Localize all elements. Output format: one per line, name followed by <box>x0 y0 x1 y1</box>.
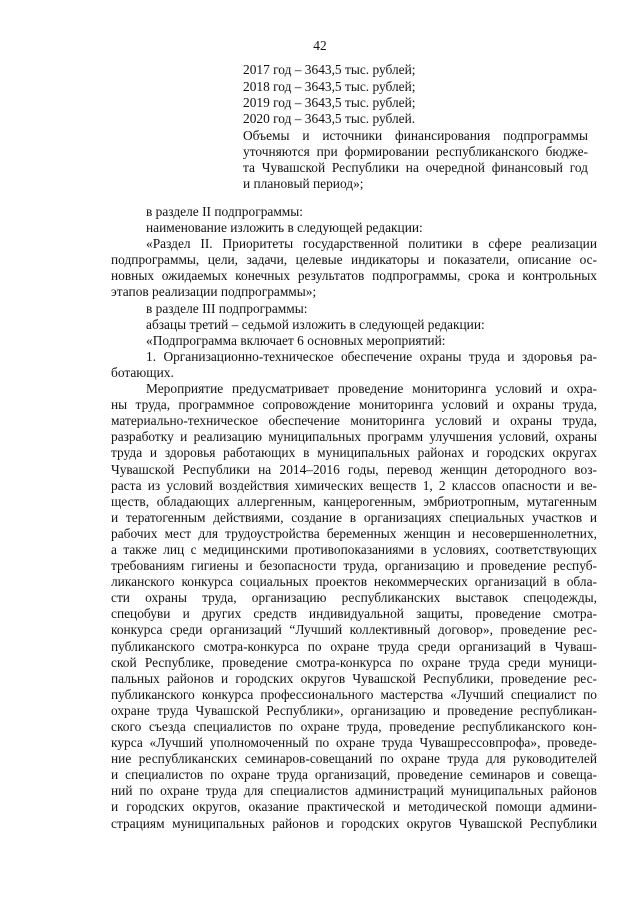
body-line: спецобуви и других средств индивидуальной защиты, проведение смотра- <box>111 606 597 622</box>
funding-year-2017: 2017 год – 3643,5 тыс. рублей; <box>243 62 416 77</box>
body-line: подпрограммы, цели, задачи, целевые индикаторы и показатели, описание ос- <box>111 252 597 268</box>
body-line: сти охраны труда, организацию республиканских выставок спецодежды, <box>111 590 597 606</box>
funding-year-2019: 2019 год – 3643,5 тыс. рублей; <box>243 95 416 110</box>
funding-year-2020: 2020 год – 3643,5 тыс. рублей. <box>243 111 416 126</box>
body-line: 1. Организационно-техническое обеспечение охраны труда и здоровья ра- <box>146 348 597 364</box>
body-line: в разделе II подпрограммы: <box>146 204 303 219</box>
body-line: в разделе III подпрограммы: <box>146 300 308 316</box>
body-line: материально-техническое обеспечение мониторинга условий и охраны труда, <box>111 413 597 429</box>
body-line: и городских округов, оказание практической и методической помощи админи- <box>111 799 597 815</box>
body-line: труда и здоровья работающих в муниципальных районах и городских округах <box>111 445 597 461</box>
funding-year-2018: 2018 год – 3643,5 тыс. рублей; <box>243 79 416 94</box>
body-line: охране труда Чувашской Республики», организацию и проведение республикан- <box>111 702 597 718</box>
body-line: «Раздел II. Приоритеты государственной политики в сфере реализации <box>146 236 597 252</box>
body-line: ны труда, программное сопровождение мониторинга условий и охраны труда, <box>111 397 597 413</box>
funding-note-line: Объемы и источники финансирования подпрограммы <box>243 128 588 143</box>
body-line: курса «Лучший уполномоченный по охране труда Чувашрессовпрофа», проведе- <box>111 735 597 751</box>
body-line: ние республиканских семинаров-совещаний по охране труда для руководителей <box>111 751 597 767</box>
funding-note-line: та Чувашской Республики на очередной финансовый год <box>243 160 588 175</box>
body-line: ботающих. <box>111 364 174 380</box>
body-line: новных ожидаемых конечных результатов подпрограммы, срока и контрольных <box>111 268 597 284</box>
body-line: наименование изложить в следующей редакции: <box>146 220 423 236</box>
body-text <box>111 204 597 832</box>
body-line: публиканского смотра-конкурса по охране труда среди организаций в Чуваш- <box>111 638 597 654</box>
body-line: и тератогенным действиями, создание в организациях специальных участков и <box>111 509 597 525</box>
body-line: «Подпрограмма включает 6 основных мероприятий: <box>146 332 446 348</box>
body-line: ний по охране труда для специалистов администраций муниципальных районов <box>111 783 597 799</box>
funding-note-line: и плановый период»; <box>243 176 364 191</box>
body-line: Чувашской Республики на 2014–2016 годы, перевод женщин детородного воз- <box>111 461 597 477</box>
funding-note <box>243 128 588 192</box>
body-line: конкурса среди организаций “Лучший коллективный договор», проведение рес- <box>111 622 597 638</box>
body-line: ской Республике, проведение смотра-конкурса по охране труда среди муници- <box>111 654 597 670</box>
page-number: 42 <box>313 38 327 53</box>
body-line: публиканского конкурса профессионального мастерства «Лучший специалист по <box>111 686 597 702</box>
body-line: пальных районов и городских округов Чувашской Республики, проведение рес- <box>111 670 597 686</box>
body-line: рабочих мест для трудоустройства беременных женщин и несовершеннолетних, <box>111 525 597 541</box>
body-line: страциям муниципальных районов и городских округов Чувашской Республики <box>111 815 597 831</box>
body-line: раста из условий воздействия химических веществ 1, 2 классов опасности и ве- <box>111 477 597 493</box>
body-line: этапов реализации подпрограммы»; <box>111 284 317 300</box>
body-line: и специалистов по охране труда организаций, проведение семинаров и совеща- <box>111 767 597 783</box>
body-line: ществ, обладающих аллергенным, канцерогенным, эмбриотропным, мутагенным <box>111 493 597 509</box>
funding-note-line: уточняются при формировании республиканского бюдже- <box>243 144 588 159</box>
body-line: ликанского конкурса социальных проектов некоммерческих организаций в обла- <box>111 574 597 590</box>
body-line: требованиям гигиены и безопасности труда, организацию и проведение респуб- <box>111 558 597 574</box>
body-line: Мероприятие предусматривает проведение мониторинга условий и охра- <box>146 381 597 397</box>
body-line: разработку и реализацию муниципальных программ улучшения условий, охраны <box>111 429 597 445</box>
body-line: абзацы третий – седьмой изложить в следующей редакции: <box>146 316 485 332</box>
body-line: а также лиц с медицинскими противопоказаниями в условиях, соответствующих <box>111 541 597 557</box>
body-line: ского съезда специалистов по охране труда, проведение республиканского кон- <box>111 719 597 734</box>
